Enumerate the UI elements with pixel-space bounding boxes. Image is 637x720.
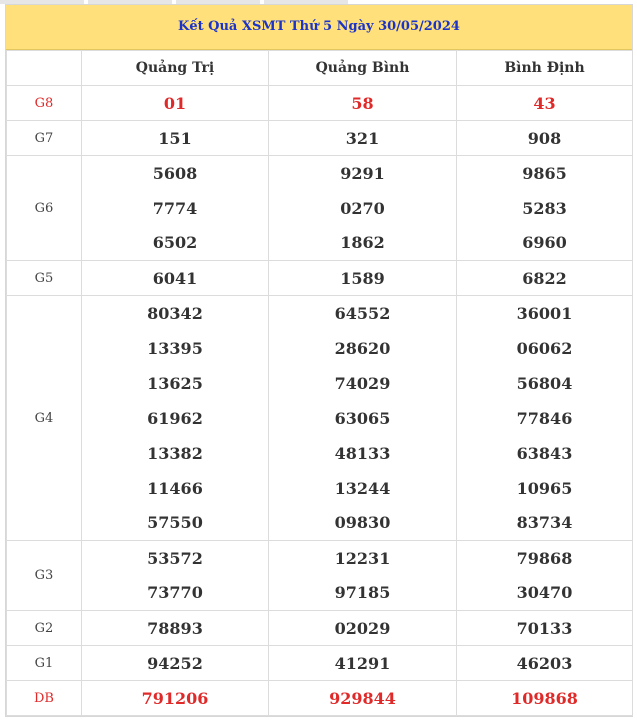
results-panel (5, 4, 633, 717)
prize-label: G5 (7, 261, 82, 296)
result-number: 10965 (457, 471, 633, 506)
results-table (6, 50, 633, 716)
prize-row-g4 (7, 436, 633, 471)
prize-row-g4 (7, 401, 633, 436)
result-number: 63843 (457, 436, 633, 471)
province-header-binh-dinh[interactable]: Bình Định (457, 51, 633, 86)
result-number: 43 (457, 86, 633, 121)
result-number: 48133 (269, 436, 457, 471)
result-number: 791206 (82, 681, 269, 716)
result-number: 77846 (457, 401, 633, 436)
prize-row-g6 (7, 226, 633, 261)
prize-row-g4 (7, 296, 633, 331)
prize-label: DB (7, 681, 82, 716)
prize-row-db (7, 681, 633, 716)
result-number: 61962 (82, 401, 269, 436)
result-number: 97185 (269, 576, 457, 611)
result-number: 9865 (457, 156, 633, 191)
result-number: 01 (82, 86, 269, 121)
prize-row-g4 (7, 471, 633, 506)
result-number: 12231 (269, 541, 457, 576)
result-number: 41291 (269, 646, 457, 681)
result-number: 70133 (457, 611, 633, 646)
result-number: 63065 (269, 401, 457, 436)
result-number: 0270 (269, 191, 457, 226)
prize-label: G2 (7, 611, 82, 646)
prize-row-g4 (7, 506, 633, 541)
result-number: 7774 (82, 191, 269, 226)
result-number: 06062 (457, 331, 633, 366)
result-number: 13382 (82, 436, 269, 471)
result-number: 53572 (82, 541, 269, 576)
result-number: 13244 (269, 471, 457, 506)
prize-row-g4 (7, 331, 633, 366)
prize-label: G6 (7, 156, 82, 261)
result-number: 58 (269, 86, 457, 121)
prize-row-g1 (7, 646, 633, 681)
result-number: 79868 (457, 541, 633, 576)
result-number: 83734 (457, 506, 633, 541)
result-number: 02029 (269, 611, 457, 646)
result-number: 6041 (82, 261, 269, 296)
column-header-row (7, 51, 633, 86)
results-title: Kết Quả XSMT Thứ 5 Ngày 30/05/2024 (6, 5, 632, 50)
result-number: 64552 (269, 296, 457, 331)
result-number: 6822 (457, 261, 633, 296)
result-number: 13625 (82, 366, 269, 401)
result-number: 56804 (457, 366, 633, 401)
result-number: 929844 (269, 681, 457, 716)
prize-label: G1 (7, 646, 82, 681)
result-number: 151 (82, 121, 269, 156)
result-number: 9291 (269, 156, 457, 191)
prize-row-g8 (7, 86, 633, 121)
result-number: 80342 (82, 296, 269, 331)
prize-column-header (7, 51, 82, 86)
result-number: 1589 (269, 261, 457, 296)
result-number: 73770 (82, 576, 269, 611)
result-number: 5608 (82, 156, 269, 191)
province-header-quang-binh[interactable]: Quảng Bình (269, 51, 457, 86)
prize-label: G7 (7, 121, 82, 156)
prize-row-g4 (7, 366, 633, 401)
result-number: 1862 (269, 226, 457, 261)
prize-row-g3 (7, 541, 633, 576)
result-number: 11466 (82, 471, 269, 506)
prize-row-g7 (7, 121, 633, 156)
result-number: 30470 (457, 576, 633, 611)
prize-row-g3 (7, 576, 633, 611)
result-number: 13395 (82, 331, 269, 366)
result-number: 321 (269, 121, 457, 156)
result-number: 5283 (457, 191, 633, 226)
prize-label: G4 (7, 296, 82, 541)
result-number: 94252 (82, 646, 269, 681)
result-number: 36001 (457, 296, 633, 331)
result-number: 6960 (457, 226, 633, 261)
result-number: 908 (457, 121, 633, 156)
prize-label: G8 (7, 86, 82, 121)
result-number: 6502 (82, 226, 269, 261)
result-number: 28620 (269, 331, 457, 366)
result-number: 57550 (82, 506, 269, 541)
prize-label: G3 (7, 541, 82, 611)
prize-row-g5 (7, 261, 633, 296)
result-number: 109868 (457, 681, 633, 716)
result-number: 46203 (457, 646, 633, 681)
result-number: 74029 (269, 366, 457, 401)
prize-row-g6 (7, 191, 633, 226)
prize-row-g6 (7, 156, 633, 191)
results-body (7, 86, 633, 716)
prize-row-g2 (7, 611, 633, 646)
result-number: 78893 (82, 611, 269, 646)
result-number: 09830 (269, 506, 457, 541)
province-header-quang-tri[interactable]: Quảng Trị (82, 51, 269, 86)
